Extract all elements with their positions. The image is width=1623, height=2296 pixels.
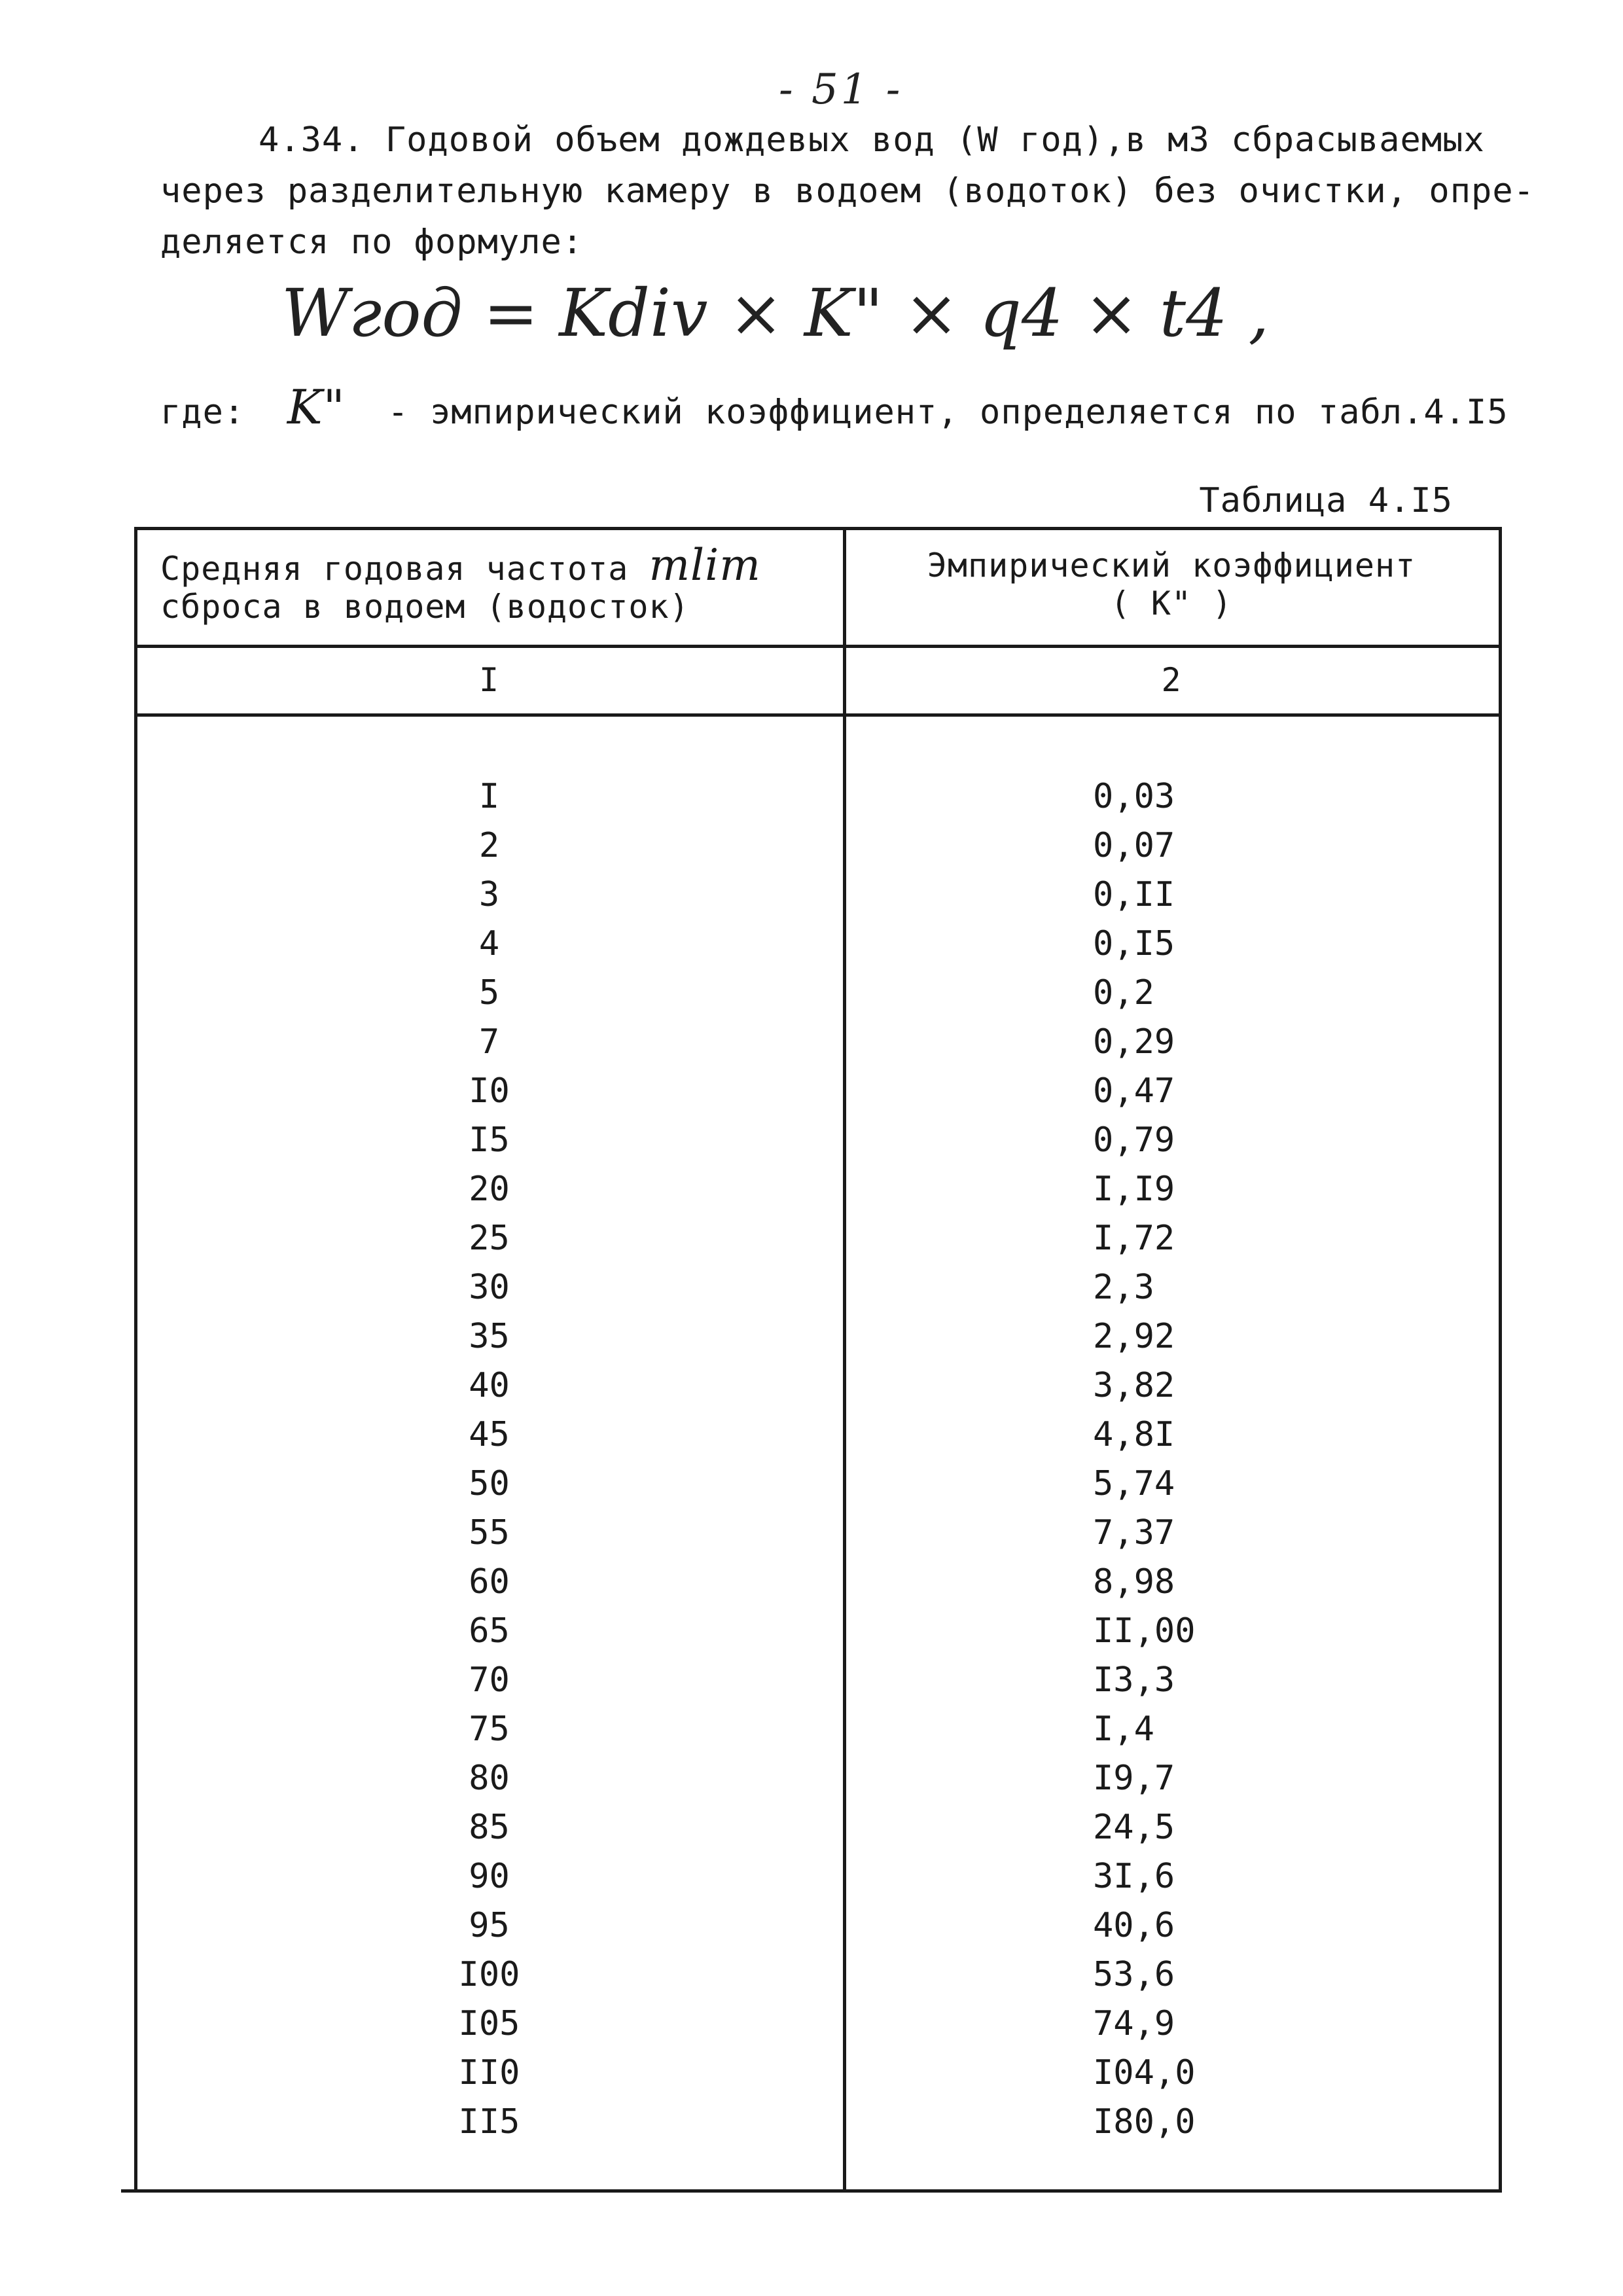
table-row: [134, 1361, 1502, 1410]
coefficient-cell: 74,9: [1093, 2004, 1175, 2043]
where-prefix: где:: [160, 393, 245, 432]
table-row: [134, 1067, 1502, 1116]
column-header-coefficient-line2: ( К" ): [1110, 584, 1233, 622]
coefficient-cell: I,4: [1093, 1710, 1154, 1749]
table-row: [134, 920, 1502, 969]
column-number-1: I: [478, 661, 500, 699]
column-header-frequency-line1: Средняя годовая частота: [160, 550, 629, 588]
frequency-cell: 85: [469, 1808, 510, 1847]
coefficient-cell: 0,03: [1093, 777, 1175, 816]
coefficient-cell: 24,5: [1093, 1808, 1175, 1847]
frequency-cell: 7: [478, 1022, 500, 1062]
frequency-cell: II0: [458, 2053, 520, 2092]
frequency-cell: 30: [469, 1268, 510, 1307]
m-lim-symbol: mlim: [649, 540, 761, 590]
table-row: [134, 1558, 1502, 1607]
coefficient-cell: 7,37: [1093, 1513, 1175, 1552]
coefficient-cell: II,00: [1093, 1611, 1196, 1651]
table-caption: Таблица 4.I5: [1199, 481, 1453, 520]
frequency-cell: 70: [469, 1660, 510, 1700]
table-row: [134, 1852, 1502, 1901]
frequency-cell: 25: [469, 1219, 510, 1258]
frequency-cell: 60: [469, 1562, 510, 1602]
paragraph-line: через разделительную камеру в водоем (водоток) без очистки, опре-: [160, 171, 1535, 211]
column-header-coefficient-line1: Эмпирический коэффициент: [927, 547, 1416, 584]
coefficient-cell: 2,3: [1093, 1268, 1154, 1307]
column-header-frequency: [160, 540, 828, 626]
table-row: [134, 821, 1502, 870]
column-numbers-bottom-rule: [134, 713, 1502, 717]
table-row: [134, 1460, 1502, 1509]
table-row: [134, 1754, 1502, 1803]
frequency-cell: 40: [469, 1366, 510, 1405]
frequency-cell: I5: [469, 1121, 510, 1160]
table-row: [134, 1263, 1502, 1312]
table-bottom-rule: [121, 2189, 1502, 2193]
frequency-cell: I: [478, 777, 500, 816]
table-body: [134, 772, 1502, 2147]
table-row: [134, 1803, 1502, 1852]
frequency-cell: 65: [469, 1611, 510, 1651]
table-row: [134, 1656, 1502, 1705]
k-symbol: K": [287, 380, 346, 435]
coefficient-cell: 0,07: [1093, 826, 1175, 865]
frequency-cell: 35: [469, 1317, 510, 1356]
coefficient-cell: 3,82: [1093, 1366, 1175, 1405]
frequency-cell: 80: [469, 1759, 510, 1798]
coefficient-cell: 0,47: [1093, 1071, 1175, 1111]
frequency-cell: II5: [458, 2102, 520, 2142]
header-bottom-rule: [134, 645, 1502, 648]
table-row: [134, 1901, 1502, 1950]
table-row: [134, 870, 1502, 920]
coefficient-cell: 5,74: [1093, 1464, 1175, 1503]
coefficient-cell: 0,2: [1093, 973, 1154, 1013]
table-row: [134, 1607, 1502, 1656]
coefficient-cell: 0,I5: [1093, 924, 1175, 963]
frequency-cell: 5: [478, 973, 500, 1013]
paragraph-line: деляется по формуле:: [160, 223, 584, 262]
paragraph-line: 4.34. Годовой объем дождевых вод (W год),в м3 сбрасываемых: [259, 120, 1485, 160]
coefficient-cell: 40,6: [1093, 1906, 1175, 1945]
frequency-cell: I00: [458, 1955, 520, 1994]
frequency-cell: I0: [469, 1071, 510, 1111]
coefficient-cell: 0,II: [1093, 875, 1175, 914]
table-top-rule: [134, 527, 1502, 530]
table-row: [134, 1410, 1502, 1460]
coefficient-cell: I,I9: [1093, 1170, 1175, 1209]
table-row: [134, 1165, 1502, 1214]
frequency-cell: 45: [469, 1415, 510, 1454]
page-number: - 51 -: [779, 65, 903, 114]
paragraph-4-34: [160, 115, 1535, 268]
frequency-cell: 55: [469, 1513, 510, 1552]
frequency-cell: 50: [469, 1464, 510, 1503]
coefficient-cell: 2,92: [1093, 1317, 1175, 1356]
frequency-cell: 95: [469, 1906, 510, 1945]
table-row: [134, 772, 1502, 821]
frequency-cell: 75: [469, 1710, 510, 1749]
coefficient-cell: 53,6: [1093, 1955, 1175, 1994]
table-row: [134, 2098, 1502, 2147]
coefficient-cell: I3,3: [1093, 1660, 1175, 1700]
where-text: - эмпирический коэффициент, определяется по табл.4.I5: [387, 393, 1508, 432]
coefficient-cell: 0,79: [1093, 1121, 1175, 1160]
table-row: [134, 1705, 1502, 1754]
coefficient-cell: I04,0: [1093, 2053, 1196, 2092]
coefficient-cell: I,72: [1093, 1219, 1175, 1258]
frequency-cell: 3: [478, 875, 500, 914]
table-row: [134, 1312, 1502, 1361]
table-row: [134, 1509, 1502, 1558]
coefficient-table: [134, 527, 1502, 2193]
frequency-cell: 4: [478, 924, 500, 963]
table-row: [134, 2000, 1502, 2049]
where-clause: [160, 380, 1508, 435]
column-header-frequency-line2: сброса в водоем (водосток): [160, 588, 690, 626]
column-header-coefficient: [844, 547, 1499, 622]
table-row: [134, 1018, 1502, 1067]
coefficient-cell: 4,8I: [1093, 1415, 1175, 1454]
frequency-cell: 90: [469, 1857, 510, 1896]
coefficient-cell: 8,98: [1093, 1562, 1175, 1602]
coefficient-cell: I9,7: [1093, 1759, 1175, 1798]
table-row: [134, 2049, 1502, 2098]
coefficient-cell: 0,29: [1093, 1022, 1175, 1062]
table-row: [134, 1950, 1502, 2000]
table-row: [134, 1116, 1502, 1165]
handwritten-formula: Wгод = Kdiv × K" × q4 × t4 ,: [281, 275, 1270, 351]
frequency-cell: 2: [478, 826, 500, 865]
table-row: [134, 1214, 1502, 1263]
coefficient-cell: 3I,6: [1093, 1857, 1175, 1896]
table-row: [134, 969, 1502, 1018]
frequency-cell: I05: [458, 2004, 520, 2043]
frequency-cell: 20: [469, 1170, 510, 1209]
coefficient-cell: I80,0: [1093, 2102, 1196, 2142]
column-number-2: 2: [1161, 661, 1182, 699]
